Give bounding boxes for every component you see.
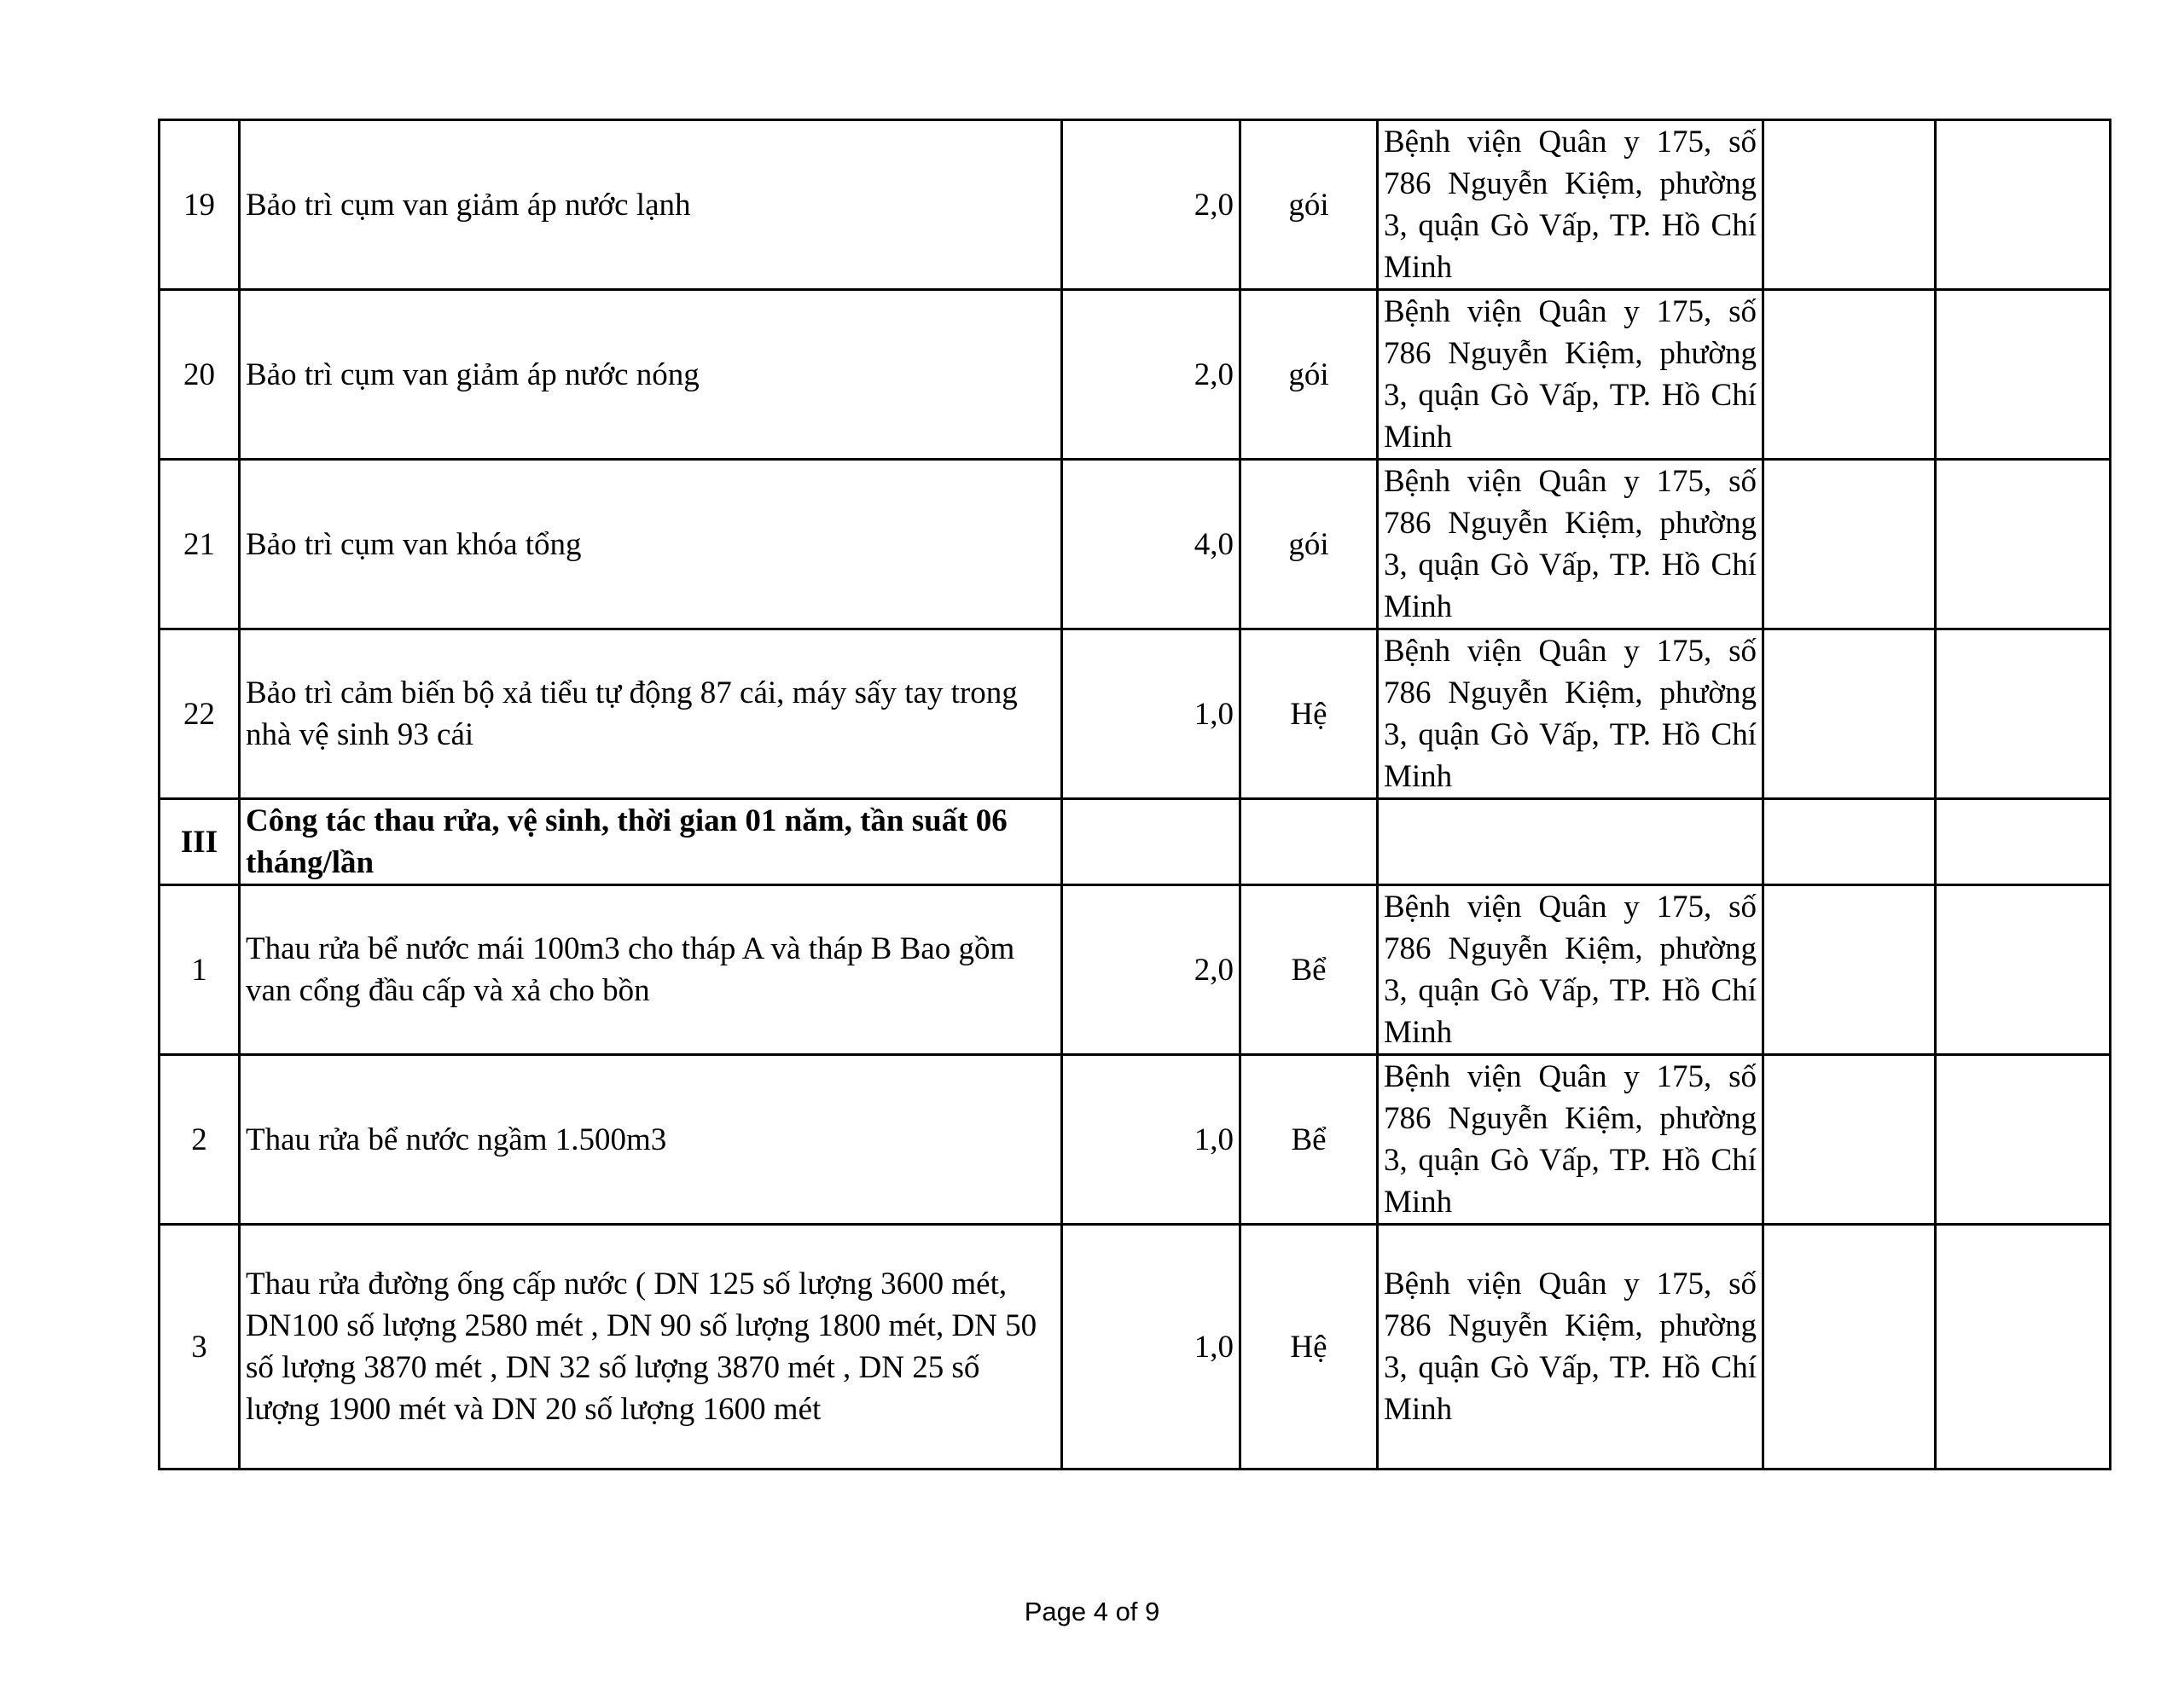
row-empty-cell bbox=[1763, 1055, 1936, 1225]
row-quantity: 4,0 bbox=[1062, 460, 1240, 629]
row-number: 22 bbox=[160, 629, 240, 799]
row-description: Thau rửa bể nước ngầm 1.500m3 bbox=[240, 1055, 1062, 1225]
row-empty-cell bbox=[1763, 1225, 1936, 1470]
row-quantity: 2,0 bbox=[1062, 885, 1240, 1055]
row-empty-cell bbox=[1936, 885, 2111, 1055]
row-empty-cell bbox=[1936, 120, 2111, 290]
table-row bbox=[160, 120, 2111, 290]
work-items-table bbox=[158, 119, 2111, 1470]
section-number: III bbox=[160, 799, 240, 885]
row-empty-cell bbox=[1936, 1225, 2111, 1470]
section-title: Công tác thau rửa, vệ sinh, thời gian 01 năm, tần suất 06 tháng/lần bbox=[240, 799, 1062, 885]
table-row bbox=[160, 460, 2111, 629]
row-quantity: 2,0 bbox=[1062, 290, 1240, 460]
section-header-row bbox=[160, 799, 2111, 885]
row-empty-cell bbox=[1240, 799, 1378, 885]
table-row bbox=[160, 1225, 2111, 1470]
row-description: Bảo trì cụm van giảm áp nước nóng bbox=[240, 290, 1062, 460]
row-location: Bệnh viện Quân y 175, số 786 Nguyễn Kiệm, phường 3, quận Gò Vấp, TP. Hồ Chí Minh bbox=[1378, 1225, 1763, 1470]
row-location: Bệnh viện Quân y 175, số 786 Nguyễn Kiệm, phường 3, quận Gò Vấp, TP. Hồ Chí Minh bbox=[1378, 885, 1763, 1055]
page-number-footer: Page 4 of 9 bbox=[1024, 1597, 1160, 1626]
row-location: Bệnh viện Quân y 175, số 786 Nguyễn Kiệm, phường 3, quận Gò Vấp, TP. Hồ Chí Minh bbox=[1378, 1055, 1763, 1225]
row-number: 21 bbox=[160, 460, 240, 629]
row-quantity: 2,0 bbox=[1062, 120, 1240, 290]
row-location: Bệnh viện Quân y 175, số 786 Nguyễn Kiệm, phường 3, quận Gò Vấp, TP. Hồ Chí Minh bbox=[1378, 290, 1763, 460]
row-empty-cell bbox=[1763, 290, 1936, 460]
row-quantity: 1,0 bbox=[1062, 1225, 1240, 1470]
row-empty-cell bbox=[1936, 1055, 2111, 1225]
row-empty-cell bbox=[1763, 120, 1936, 290]
table-row bbox=[160, 629, 2111, 799]
row-description: Thau rửa bể nước mái 100m3 cho tháp A và tháp B Bao gồm van cổng đầu cấp và xả cho bồn bbox=[240, 885, 1062, 1055]
row-empty-cell bbox=[1936, 629, 2111, 799]
row-location: Bệnh viện Quân y 175, số 786 Nguyễn Kiệm, phường 3, quận Gò Vấp, TP. Hồ Chí Minh bbox=[1378, 120, 1763, 290]
row-empty-cell bbox=[1763, 629, 1936, 799]
row-empty-cell bbox=[1378, 799, 1763, 885]
row-number: 19 bbox=[160, 120, 240, 290]
row-unit: Hệ bbox=[1240, 1225, 1378, 1470]
row-unit: Hệ bbox=[1240, 629, 1378, 799]
row-empty-cell bbox=[1936, 460, 2111, 629]
row-number: 1 bbox=[160, 885, 240, 1055]
row-location: Bệnh viện Quân y 175, số 786 Nguyễn Kiệm, phường 3, quận Gò Vấp, TP. Hồ Chí Minh bbox=[1378, 629, 1763, 799]
row-description: Bảo trì cụm van giảm áp nước lạnh bbox=[240, 120, 1062, 290]
row-unit: Bể bbox=[1240, 885, 1378, 1055]
row-number: 2 bbox=[160, 1055, 240, 1225]
row-empty-cell bbox=[1763, 885, 1936, 1055]
row-number: 3 bbox=[160, 1225, 240, 1470]
row-unit: Bể bbox=[1240, 1055, 1378, 1225]
row-location: Bệnh viện Quân y 175, số 786 Nguyễn Kiệm, phường 3, quận Gò Vấp, TP. Hồ Chí Minh bbox=[1378, 460, 1763, 629]
row-description: Bảo trì cảm biến bộ xả tiểu tự động 87 cái, máy sấy tay trong nhà vệ sinh 93 cái bbox=[240, 629, 1062, 799]
row-quantity: 1,0 bbox=[1062, 1055, 1240, 1225]
row-empty-cell bbox=[1763, 799, 1936, 885]
row-empty-cell bbox=[1763, 460, 1936, 629]
row-quantity: 1,0 bbox=[1062, 629, 1240, 799]
row-unit: gói bbox=[1240, 290, 1378, 460]
row-unit: gói bbox=[1240, 460, 1378, 629]
table-row bbox=[160, 885, 2111, 1055]
row-empty-cell bbox=[1936, 290, 2111, 460]
row-empty-cell bbox=[1062, 799, 1240, 885]
table-row bbox=[160, 1055, 2111, 1225]
row-empty-cell bbox=[1936, 799, 2111, 885]
row-unit: gói bbox=[1240, 120, 1378, 290]
table-row bbox=[160, 290, 2111, 460]
row-description: Bảo trì cụm van khóa tổng bbox=[240, 460, 1062, 629]
row-number: 20 bbox=[160, 290, 240, 460]
row-description: Thau rửa đường ống cấp nước ( DN 125 số lượng 3600 mét, DN100 số lượng 2580 mét , DN 90 số lượng 1800 mét, DN 50 số lượng 3870 mét , DN 32 số lượng 3870 mét , DN 25 số lượng 1900 mét và DN 20 số lượng 1600 mét bbox=[240, 1225, 1062, 1470]
